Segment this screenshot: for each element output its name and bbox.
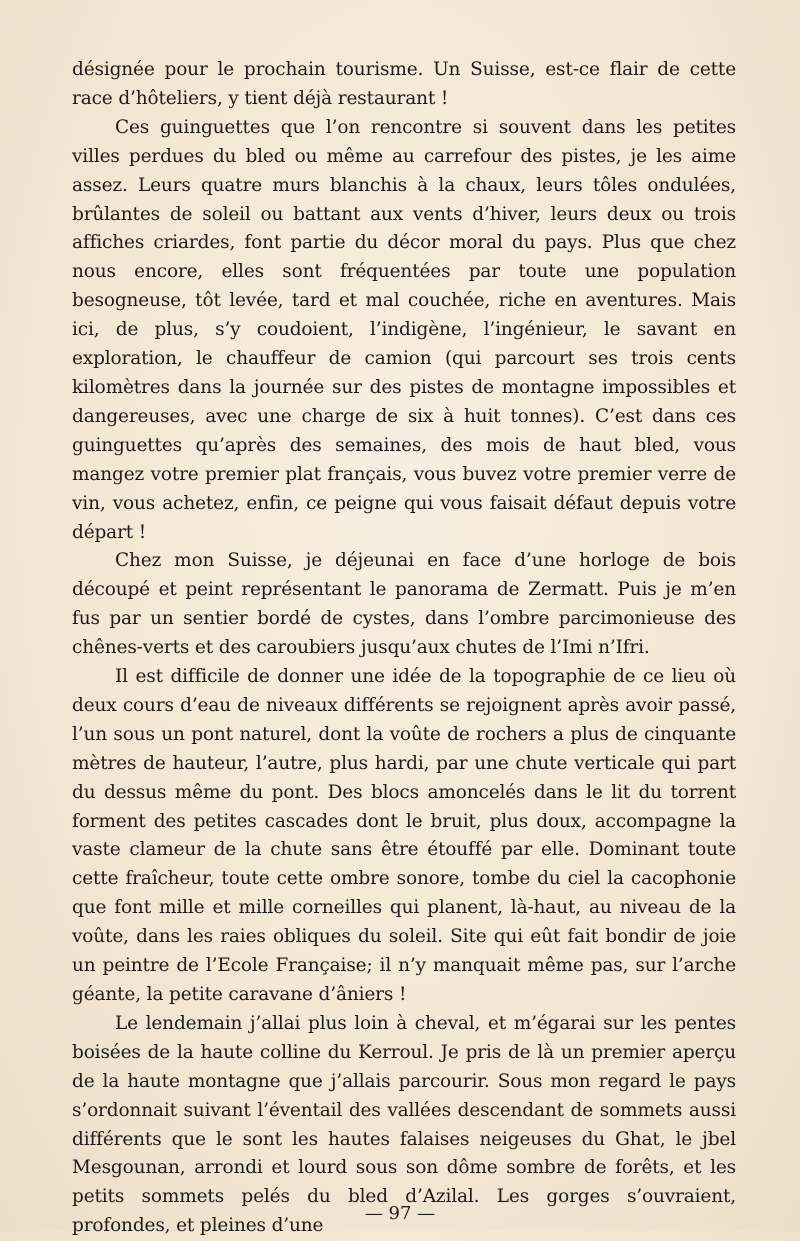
paragraph-2: Ces guinguettes que l’on rencontre si souvent dans les petites villes perdues du bled ou même au carrefour des pistes, je les aime assez. Leurs quatre murs blanchis à la chaux, leurs tôles ondulées, brûlantes de soleil ou battant aux vents d’hiver, leurs deux ou trois affiches criardes, font partie du décor moral du pays. Plus que chez nous encore, elles sont fréquentées par toute une population besogneuse, tôt levée, tard et mal couchée, riche en aventures. Mais ici, de plus, s’y coudoient, l’indigène, l’ingénieur, le savant en exploration, le chauffeur de camion (qui parcourt ses trois cents kilomètres dans la journée sur des pistes de montagne impossibles et dangereuses, avec une charge de six à huit tonnes). C’est dans ces guinguettes qu’après des semaines, des mois de haut bled, vous mangez votre premier plat français, vous buvez votre premier verre de vin, vous achetez, enfin, ce peigne qui vous faisait défaut depuis votre départ !: [72, 116, 736, 543]
page-number: — 97 —: [364, 1203, 436, 1224]
paragraph-5: Le lendemain j’allai plus loin à cheval, et m’égarai sur les pentes boisées de la haute colline du Kerroul. Je pris de là un premier aperçu de la haute montagne que j’allais parcourir. Sous mon regard le pays s’ordonnait suivant l’éventail des vallées descendant de sommets aussi différents que le sont les hautes falaises neigeuses du Ghat, le jbel Mesgounan, arrondi et lourd sous son dôme sombre de forêts, et les petits sommets pelés du bled d’Azilal. Les gorges s’ouvraient, profondes, et pleines d’une: [72, 1012, 736, 1237]
paragraph-1: désignée pour le prochain tourisme. Un Suisse, est-ce flair de cette race d’hôteliers, y tient déjà restaurant !: [72, 59, 736, 109]
paragraph-4: Il est difficile de donner une idée de la topographie de ce lieu où deux cours d’eau de niveaux différents se rejoignent après avoir passé, l’un sous un pont naturel, dont la voûte de rochers a plus de cinquante mètres de hauteur, l’autre, plus hardi, par une chute verticale qui part du dessus même du pont. Des blocs amoncelés dans le lit du torrent forment des petites cascades dont le bruit, plus doux, accompagne la vaste clameur de la chute sans être étouffé par elle. Dominant toute cette fraîcheur, toute cette ombre sonore, tombe du ciel la cacophonie que font mille et mille corneilles qui planent, là-haut, au niveau de la voûte, dans les raies obliques du soleil. Site qui eût fait bondir de joie un peintre de l’Ecole Française; il n’y manquait même pas, sur l’arche géante, la petite caravane d’âniers !: [72, 666, 736, 1005]
page-text-block: [72, 56, 736, 1241]
paragraph-3: Chez mon Suisse, je déjeunai en face d’une horloge de bois découpé et peint représentant le panorama de Zermatt. Puis je m’en fus par un sentier bordé de cystes, dans l’ombre parcimonieuse des chênes-verts et des caroubiers jusqu’aux chutes de l’Imi n’Ifri.: [72, 550, 736, 659]
